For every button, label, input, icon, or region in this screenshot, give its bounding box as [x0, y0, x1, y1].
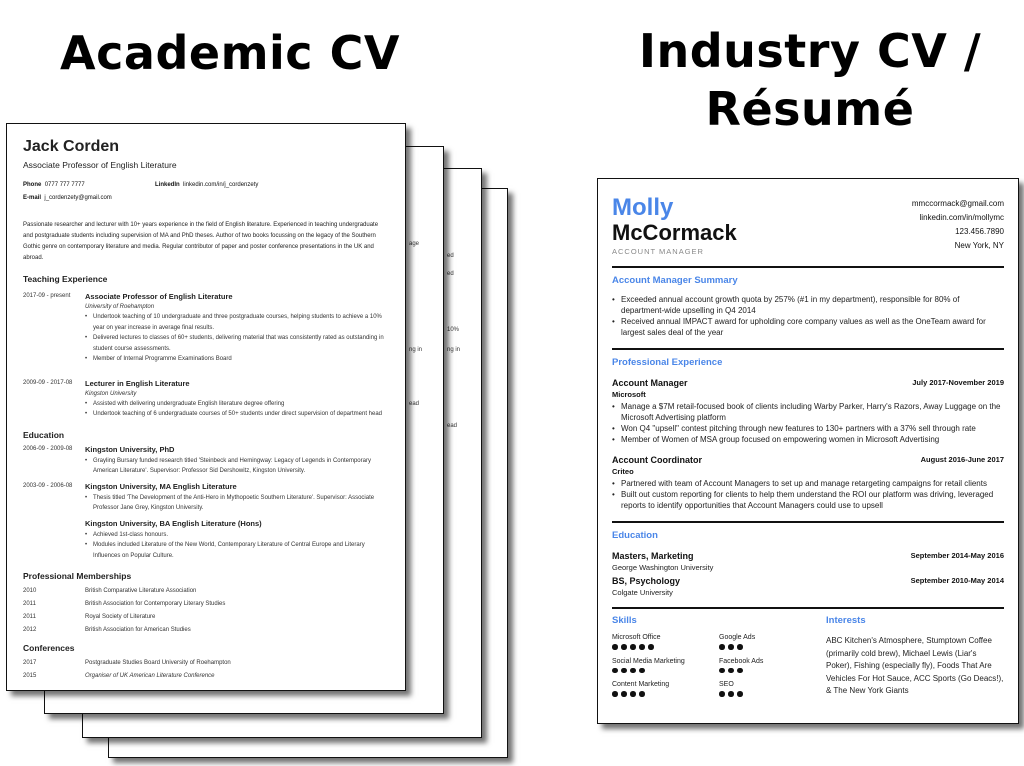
page-text-fragment: 10%	[447, 327, 460, 333]
section-divider	[612, 348, 1004, 350]
skill-dot	[719, 668, 725, 674]
interests-text: ABC Kitchen's Atmosphere, Stumptown Coffee (primarily cold brew), Michael Lewis (Liar's Poker), Fishing (especially fly), Foods That Are Vehicles For Hot Sauce, ACC Sports (Go Deacs!), & The New York Giants	[826, 636, 1004, 695]
entry-bullet: • Modules included Literature of the New World, Contemporary Literature of Central Europe and Literary Influences on Popular Culture.	[85, 540, 393, 561]
entry-bullet: • Achieved 1st-class honours.	[85, 530, 393, 541]
academic-cv-heading: Academic CV	[60, 26, 400, 80]
summary-bullet: • Exceeded annual account growth quota by 257% (#1 in my department), responsible for 80% of department-wide upselling in Q4 2014	[612, 294, 1004, 316]
row-year: 2017	[23, 660, 37, 666]
section-heading-experience: Professional Experience	[612, 357, 723, 368]
degree-dates: September 2010-May 2014	[910, 576, 1004, 585]
skill-name: Microsoft Office	[612, 634, 661, 641]
entry-date: 2009-09 - 2017-08	[23, 379, 73, 386]
entry-date: 2003-09 - 2006-08	[23, 482, 73, 489]
entry-date: 2017-09 - present	[23, 293, 71, 299]
job-bullet: • Member of Women of MSA group focused on empowering women in Microsoft Advertising	[612, 434, 1004, 445]
skill-dot	[719, 644, 725, 650]
skills-interests-row	[612, 615, 1004, 698]
skill-item	[612, 681, 719, 697]
page-text-fragment: ng in	[447, 347, 461, 353]
page-text-fragment: age	[409, 241, 420, 247]
job-dates: August 2016-June 2017	[920, 455, 1004, 464]
row-year: 2015	[23, 673, 37, 679]
section-heading-conferences: Conferences	[23, 643, 75, 653]
job-header	[612, 378, 1004, 388]
skill-dot	[639, 691, 645, 697]
row-text: British Association for American Studies	[85, 627, 191, 633]
skill-item	[719, 634, 826, 650]
entry-degree: Kingston University, BA English Literature (Hons)	[85, 518, 262, 528]
row-text: Organiser of UK American Literature Conference	[85, 673, 215, 679]
email-label: E-mail	[23, 195, 42, 201]
skill-dot	[719, 691, 725, 697]
entry-bullet: • Assisted with delivering undergraduate English literature degree offering	[85, 399, 393, 410]
skill-item	[719, 658, 826, 674]
school: Colgate University	[612, 588, 673, 597]
entry-degree: Kingston University, PhD	[85, 444, 175, 454]
industry-cv-page	[597, 178, 1019, 724]
membership-row	[23, 601, 393, 607]
conference-row	[23, 673, 393, 679]
skill-item	[612, 634, 719, 650]
skill-rating	[719, 691, 826, 697]
section-heading-education: Education	[612, 530, 658, 541]
education-entry	[23, 519, 393, 562]
degree: Masters, Marketing	[612, 551, 694, 561]
skill-dot	[728, 668, 734, 674]
degree-dates: September 2014-May 2016	[910, 551, 1004, 560]
page-text-fragment: ead	[409, 401, 420, 407]
job-bullet: • Partnered with team of Account Managers to set up and manage retargeting campaigns for retail clients	[612, 478, 1004, 489]
entry-org: Kingston University	[85, 390, 137, 397]
degree: BS, Psychology	[612, 576, 681, 586]
skills-column	[612, 615, 826, 698]
skill-dot	[621, 644, 627, 650]
linkedin-value: linkedin.com/in/j_cordenzety	[183, 182, 259, 188]
row-text: British Comparative Literature Association	[85, 588, 197, 594]
skill-dot	[648, 644, 654, 650]
section-heading-summary: Account Manager Summary	[612, 275, 738, 286]
conference-row	[23, 660, 393, 666]
page-text-fragment: ed	[447, 271, 454, 277]
entry-bullet: • Member of Internal Programme Examinations Board	[85, 354, 393, 365]
education-entry	[23, 482, 393, 514]
resume-subtitle: ACCOUNT MANAGER	[612, 247, 704, 256]
skill-name: Content Marketing	[612, 681, 670, 688]
skill-dot	[737, 644, 743, 650]
skill-dot	[612, 644, 618, 650]
skill-dot	[612, 668, 618, 674]
row-year: 2012	[23, 627, 37, 633]
interests-column	[826, 615, 1004, 698]
contact-location: New York, NY	[954, 241, 1004, 250]
email-value: j_cordenzety@gmail.com	[44, 195, 112, 201]
skill-item	[719, 681, 826, 697]
skill-dot	[728, 691, 734, 697]
entry-bullet: • Undertook teaching of 10 undergraduate and three postgraduate courses, helping students to achieve a 10% year on year increase in average final results.	[85, 312, 393, 333]
page-text-fragment: ed	[447, 253, 454, 259]
cv-summary: Passionate researcher and lecturer with 10+ years experience in the field of English literature. Experienced in teaching undergraduate and postgraduate students including supervision of MA and PhD theses. Author of two books focussing on the legacy of the Southern Gothic genre on contemporary literature and media. Regular contributor of paper and poster conference presentations in the UK and abroad.	[23, 222, 379, 261]
row-text: Royal Society of Literature	[85, 614, 156, 620]
row-year: 2011	[23, 614, 36, 620]
job-bullet: • Manage a $7M retail-focused book of clients including Warby Parker, Harry's Razors, Away Luggage on the Microsoft Advertising platform	[612, 401, 1004, 423]
section-divider	[612, 266, 1004, 268]
row-year: 2011	[23, 601, 36, 607]
section-heading-interests: Interests	[826, 615, 866, 626]
skill-name: Social Media Marketing	[612, 657, 685, 665]
section-divider	[612, 521, 1004, 523]
skill-dot	[639, 644, 645, 650]
job-title: Account Manager	[612, 378, 688, 388]
job-bullet: • Built out custom reporting for clients to help them understand the ROI our platform was driving, leveraged reports to identify opportunities that Account Managers could use to upsell	[612, 489, 1004, 511]
job-company: Criteo	[612, 467, 634, 476]
membership-row	[23, 627, 393, 633]
teaching-entry	[23, 292, 393, 365]
cv-name: Jack Corden	[23, 138, 120, 155]
job-company: Microsoft	[612, 390, 646, 399]
cv-title: Associate Professor of English Literature	[23, 160, 177, 170]
skill-name: Facebook Ads	[719, 657, 764, 665]
section-heading-memberships: Professional Memberships	[23, 571, 132, 581]
skill-name: SEO	[719, 681, 734, 688]
skill-dot	[621, 668, 627, 674]
skill-dot	[737, 668, 743, 674]
entry-date	[23, 519, 85, 562]
section-heading-skills: Skills	[612, 615, 637, 626]
entry-org: University of Roehampton	[85, 304, 155, 310]
row-text: Postgraduate Studies Board University of Roehampton	[85, 660, 231, 666]
job-title: Account Coordinator	[612, 455, 702, 465]
entry-date: 2006-09 - 2009-08	[23, 445, 73, 452]
industry-cv-heading	[600, 22, 1020, 138]
skill-item	[612, 658, 719, 674]
skill-dot	[630, 691, 636, 697]
academic-cv-page	[6, 123, 406, 691]
membership-row	[23, 614, 393, 620]
email-line	[23, 195, 112, 201]
skill-rating	[612, 644, 719, 650]
skills-grid	[612, 626, 826, 697]
entry-bullet: • Delivered lectures to classes of 60+ students, delivering material that was consistently rated as outstanding in student course assessments.	[85, 333, 393, 354]
linkedin-line	[155, 182, 258, 188]
teaching-entry	[23, 379, 393, 420]
row-year: 2010	[23, 588, 37, 594]
skill-dot	[621, 691, 627, 697]
contact-linkedin: linkedin.com/in/mollymc	[919, 213, 1004, 222]
entry-bullet: • Grayling Bursary funded research titled 'Steinbeck and Hemingway: Legacy of Legends in Contemporary American Literature'. Supervisor: Professor Sid Dershowitz, Kingston University.	[85, 456, 393, 477]
education-entry	[23, 445, 393, 477]
industry-cv-heading-line1: Industry CV /	[638, 24, 982, 78]
page-text-fragment: ead	[447, 423, 458, 429]
page-text-fragment: ng in	[409, 347, 423, 353]
skill-dot	[630, 644, 636, 650]
section-heading-teaching: Teaching Experience	[23, 274, 108, 284]
contact-phone: 123.456.7890	[955, 227, 1004, 236]
skill-dot	[612, 691, 618, 697]
skill-dot	[737, 691, 743, 697]
phone-label: Phone	[23, 182, 42, 188]
industry-cv-heading-line2: Résumé	[705, 82, 915, 136]
skill-rating	[719, 668, 826, 674]
school: George Washington University	[612, 563, 714, 572]
contact-block	[23, 182, 393, 210]
phone-line	[23, 182, 85, 188]
education-header	[612, 551, 1004, 561]
entry-bullet: • Undertook teaching of 6 undergraduate courses of 50+ students under direct supervision of department head	[85, 409, 393, 420]
resume-contact	[912, 197, 1004, 253]
skill-dot	[630, 668, 636, 674]
entry-degree: Kingston University, MA English Literature	[85, 481, 237, 491]
phone-value: 0777 777 7777	[44, 182, 85, 188]
job-header	[612, 455, 1004, 465]
entry-role: Associate Professor of English Literature	[85, 292, 233, 301]
education-header	[612, 576, 1004, 586]
membership-row	[23, 588, 393, 594]
entry-bullet: • Thesis titled 'The Development of the Anti-Hero in Mythopoetic Southern Literature'. Supervisor: Associate Professor Jane Grey, Kingston University.	[85, 493, 393, 514]
resume-first-name: Molly	[612, 194, 674, 221]
skill-rating	[612, 668, 719, 674]
summary-bullet: • Received annual IMPACT award for upholding core company values as well as the OneTeam award for largest sales deal of the year	[612, 316, 1004, 338]
skill-rating	[612, 691, 719, 697]
job-dates: July 2017-November 2019	[912, 378, 1004, 387]
contact-email: mmccormack@gmail.com	[911, 199, 1004, 208]
skill-name: Google Ads	[719, 634, 756, 641]
section-divider	[612, 607, 1004, 609]
row-text: British Association for Contemporary Literary Studies	[85, 601, 226, 607]
linkedin-label: LinkedIn	[155, 182, 180, 188]
resume-last-name: McCormack	[612, 220, 737, 245]
section-heading-education: Education	[23, 429, 65, 440]
skill-rating	[719, 644, 826, 650]
skill-dot	[639, 668, 645, 674]
skill-dot	[728, 644, 734, 650]
job-bullet: • Won Q4 "upsell" contest pitching through new features to 130+ partners with a 37% sell through rate	[612, 423, 1004, 434]
resume-header	[612, 195, 1004, 256]
entry-role: Lecturer in English Literature	[85, 378, 190, 388]
